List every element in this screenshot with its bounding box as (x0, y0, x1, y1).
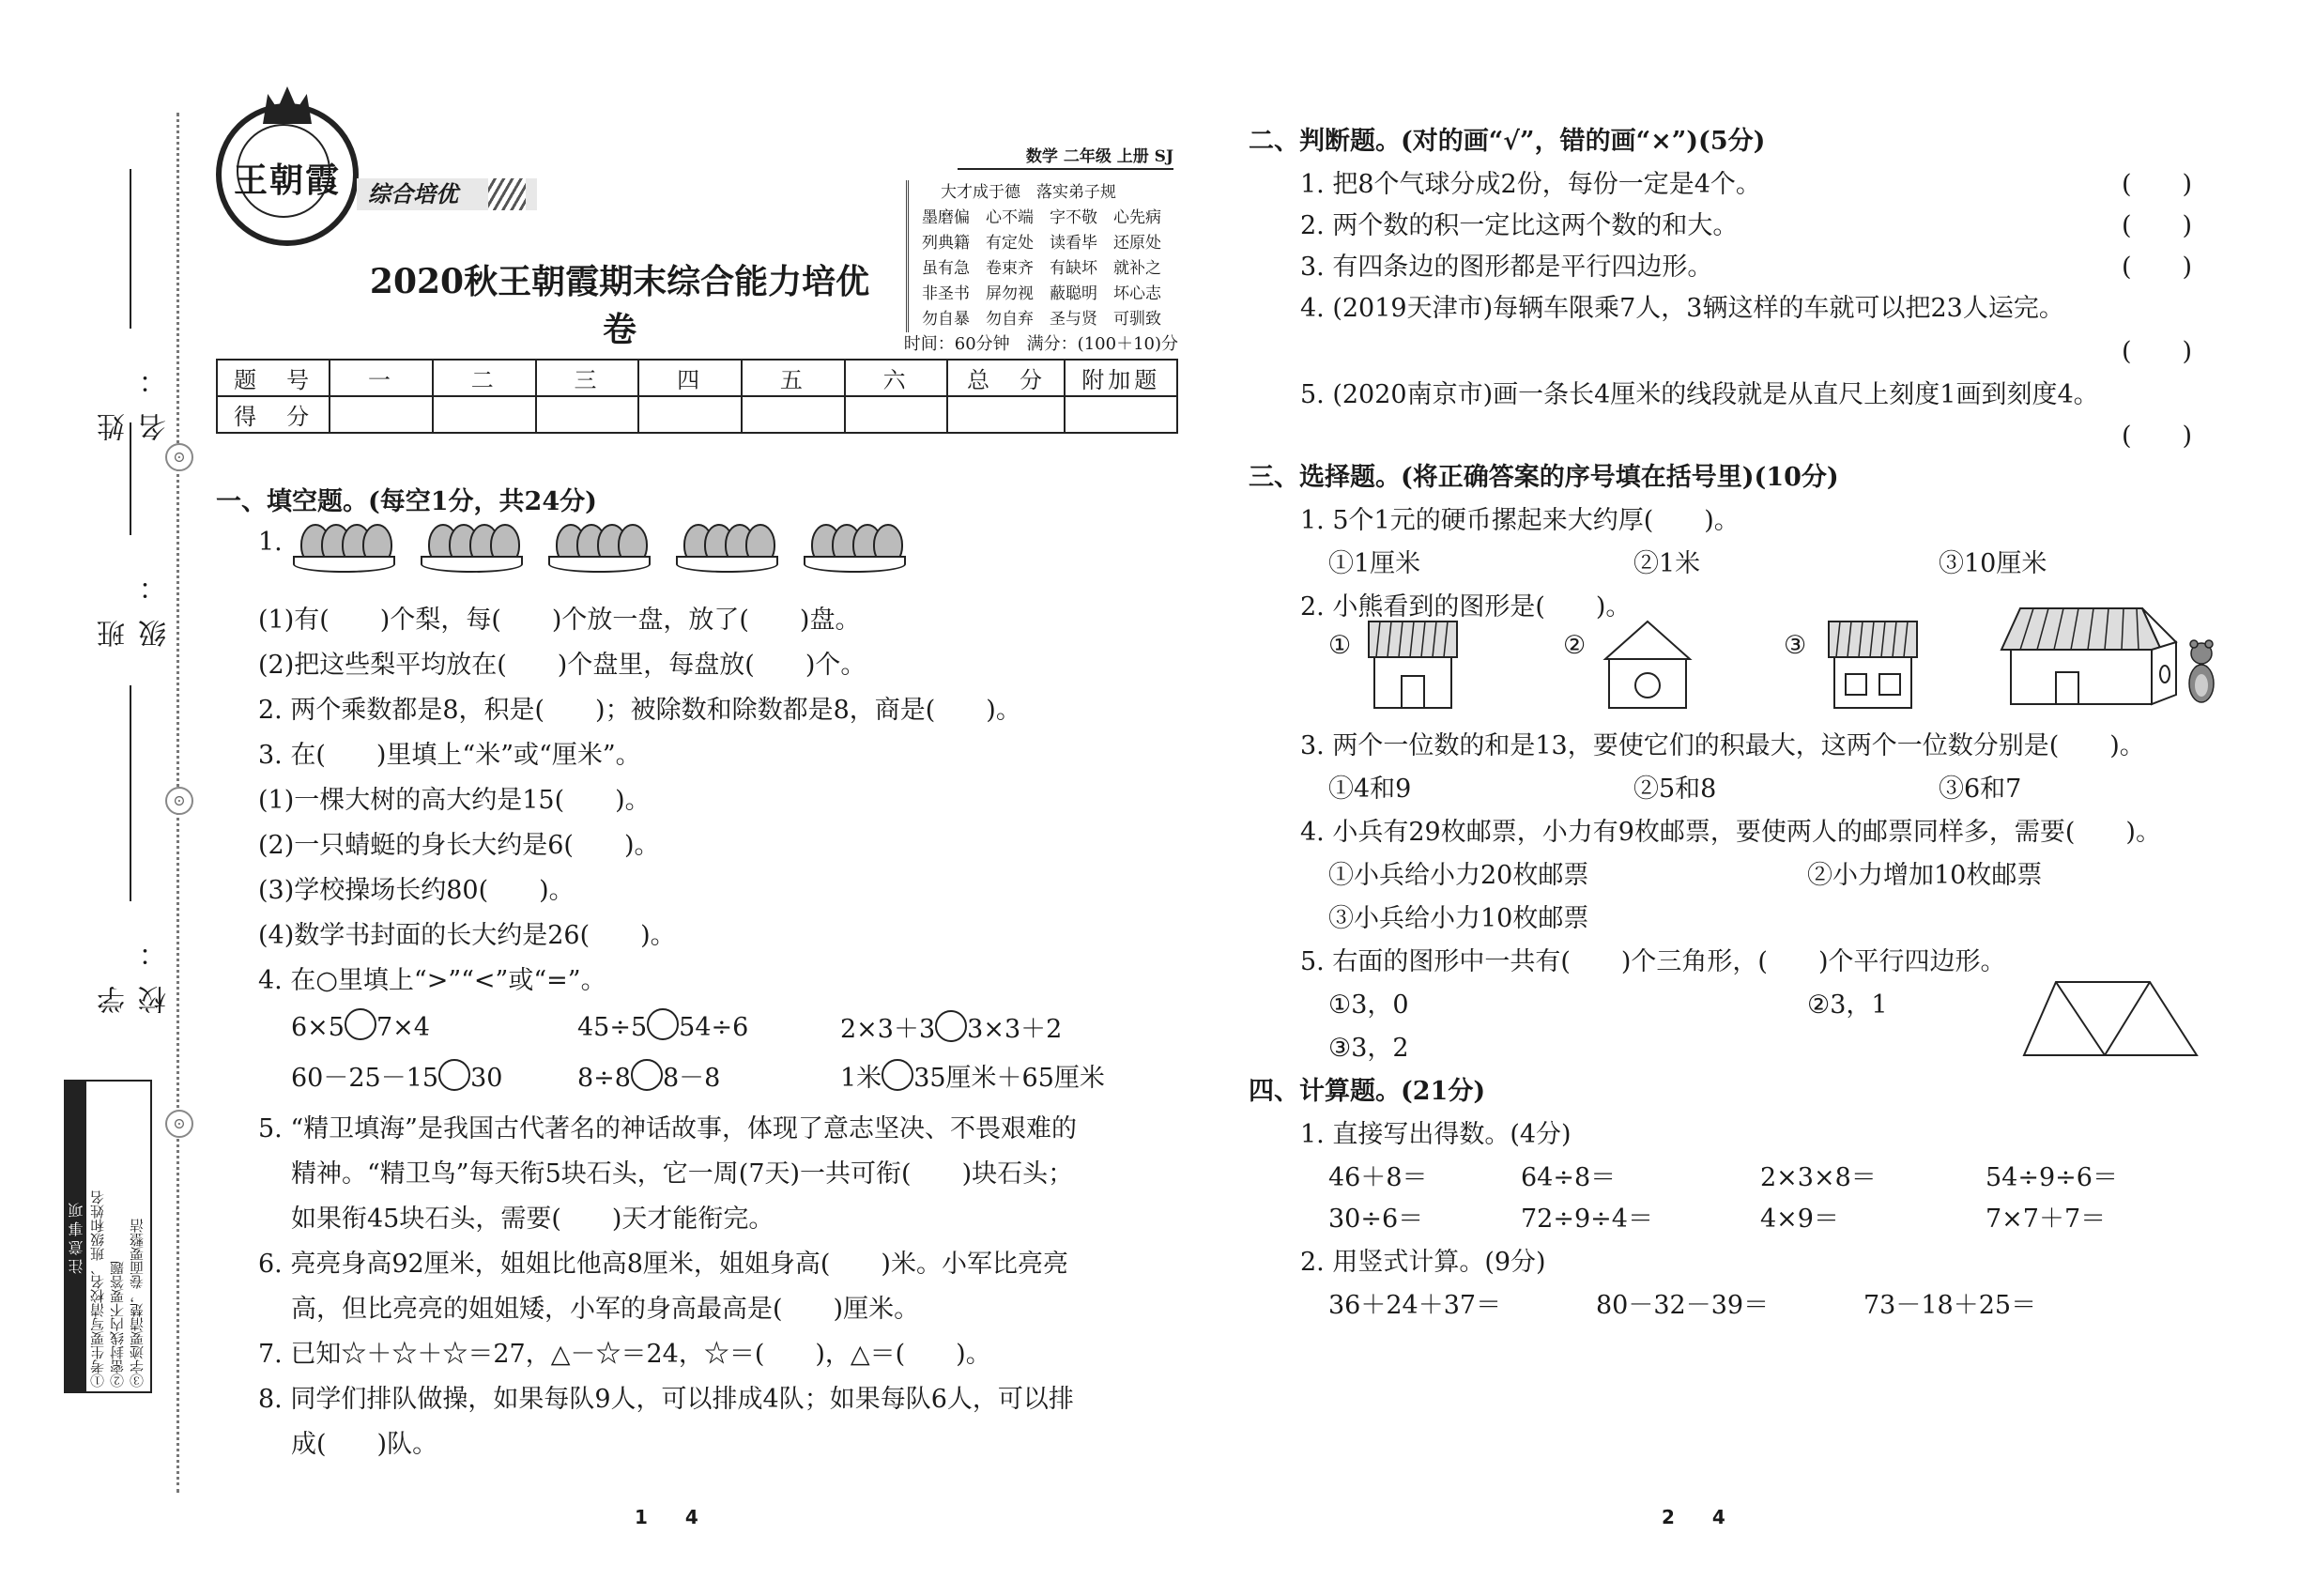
motto-line: 列典籍 有定处 读看毕 还原处 (922, 234, 1161, 253)
motto-line: 勿自暴 勿自弃 圣与贤 可驯致 (922, 310, 1161, 329)
score-cell[interactable] (845, 396, 948, 433)
series-tag: 综合培优 (357, 178, 537, 210)
motto-line: 墨磨偏 心不端 字不敬 心先病 (922, 208, 1161, 227)
binding-margin (0, 0, 188, 1596)
section-3-title: 三、选择题。(将正确答案的序号填在括号里)(10分) (1249, 463, 1839, 492)
question-3: 3. 在( )里填上“米”或“厘米”。 (258, 741, 641, 770)
compare-item: 45÷5 54÷6 (577, 1008, 748, 1042)
question-8-line1: 8. 同学们排队做操，如果每队9人，可以排成4队；如果每队6人，可以排 (258, 1385, 1074, 1414)
calc-item: 73－18＋25＝ (1863, 1291, 2037, 1320)
compare-item: 6×5 7×4 (291, 1008, 430, 1042)
dish-icon (421, 556, 523, 573)
question-8-line2: 成( )队。 (291, 1430, 438, 1459)
judge-4: 4. (2019天津市)每辆车限乘7人，3辆这样的车就可以把23人运完。 (1300, 294, 2064, 323)
motto-block (906, 180, 1194, 332)
judge-5: 5. (2020南京市)画一条长4厘米的线段就是从直尺上刻度1画到刻度4。 (1300, 380, 2099, 409)
calc-item: 80－32－39＝ (1596, 1291, 1770, 1320)
choice-option[interactable]: ② (1563, 631, 1587, 660)
section-2-title: 二、判断题。(对的画“√”，错的画“×”)(5分) (1249, 127, 1766, 156)
dish-icon (676, 556, 778, 573)
choice-option[interactable]: ①1厘米 (1328, 549, 1421, 578)
choice-5: 5. 右面的图形中一共有( )个三角形，( )个平行四边形。 (1300, 947, 2006, 976)
question-3-1: (1)一棵大树的高大约是15( )。 (258, 786, 651, 815)
choice-option[interactable]: ②小力增加10枚邮票 (1807, 861, 2043, 890)
name-label: 姓 名： (98, 347, 172, 441)
pear-plate (676, 528, 774, 573)
question-1-2: (2)把这些梨平均放在( )个盘里，每盘放( )个。 (258, 651, 866, 680)
table-row (217, 396, 1177, 433)
judge-2: 2. 两个数的积一定比这两个数的和大。 (1300, 211, 1739, 240)
question-5-line2: 精神。“精卫鸟”每天衔5块石头，它一周(7天)一共可衔( )块石头； (291, 1159, 1074, 1189)
choice-option[interactable]: ③3，2 (1328, 1034, 1409, 1063)
score-table (216, 359, 1178, 434)
choice-1: 1. 5个1元的硬币摞起来大约厚( )。 (1300, 506, 1740, 535)
choice-option[interactable]: ③小兵给小力10枚邮票 (1328, 904, 1589, 933)
choice-option[interactable]: ①3，0 (1328, 990, 1409, 1020)
logo-text: 王朝霞 (233, 161, 341, 200)
compare-item: 8÷8 8－8 (577, 1057, 720, 1094)
answer-paren[interactable]: ( ) (2122, 170, 2193, 199)
answer-circle[interactable] (935, 1010, 967, 1042)
answer-paren[interactable]: ( ) (2122, 337, 2193, 366)
note-item: ③字迹要清楚，卷面要整洁 (129, 1219, 146, 1388)
calc-item: 46＋8＝ (1328, 1163, 1428, 1192)
calc-item: 64÷8＝ (1521, 1163, 1617, 1192)
table-row (217, 360, 1177, 396)
calc-item: 4×9＝ (1760, 1205, 1839, 1234)
binding-hole: ⊙ (165, 1110, 193, 1138)
page-title: 2020秋王朝霞期末综合能力培优卷 (369, 262, 870, 349)
pear-plate (293, 528, 391, 573)
question-3-3: (3)学校操场长约80( )。 (258, 876, 575, 905)
table-cell: 三 (536, 360, 639, 396)
calc-item: 36＋24＋37＝ (1328, 1291, 1502, 1320)
choice-option[interactable]: ①小兵给小力20枚邮票 (1328, 861, 1589, 890)
calc-item: 7×7＋7＝ (1986, 1205, 2107, 1234)
answer-circle[interactable] (882, 1059, 913, 1091)
page-number-left: 1 4 (635, 1506, 698, 1528)
choice-option[interactable]: ①4和9 (1328, 775, 1412, 804)
choice-3: 3. 两个一位数的和是13，要使它们的积最大，这两个一位数分别是( )。 (1300, 731, 2145, 760)
compare-item: 2×3＋3 3×3＋2 (840, 1008, 1062, 1045)
triangle-figure (2018, 976, 2206, 1061)
question-4: 4. 在○里填上“>”“<”或“=”。 (258, 966, 606, 995)
binding-hole: ⊙ (165, 443, 193, 471)
note-item: ①考生要写清校名、班级和姓名 (89, 1190, 106, 1388)
table-cell: 总 分 (947, 360, 1065, 396)
score-cell[interactable] (638, 396, 742, 433)
answer-circle[interactable] (647, 1008, 679, 1040)
note-item: ②密封线内不要答题 (109, 1261, 126, 1388)
dish-icon (548, 556, 651, 573)
judge-3: 3. 有四条边的图形都是平行四边形。 (1300, 253, 1713, 282)
choice-option[interactable]: ③10厘米 (1939, 549, 2047, 578)
tag-stripes (488, 178, 526, 210)
choice-option[interactable]: ②1米 (1633, 549, 1701, 578)
question-6-line2: 高，但比亮亮的姐姐矮，小军的身高最高是( )厘米。 (291, 1295, 920, 1324)
binding-hole: ⊙ (165, 787, 193, 815)
house-and-bear-illustration (2000, 601, 2220, 714)
table-cell: 一 (330, 360, 433, 396)
house-front-option-1 (1361, 618, 1464, 712)
notes-box (64, 1080, 152, 1393)
answer-circle[interactable] (345, 1008, 376, 1040)
crown-icon (263, 86, 312, 124)
pear-plate (804, 528, 902, 573)
question-6-line1: 6. 亮亮身高92厘米，姐姐比他高8厘米，姐姐身高( )米。小军比亮亮 (258, 1250, 1068, 1279)
question-5-line1: 5. “精卫填海”是我国古代著名的神话故事，体现了意志坚决、不畏艰难的 (258, 1114, 1077, 1143)
choice-option[interactable]: ③6和7 (1939, 775, 2022, 804)
motto-line: 大才成于德 落实弟子规 (941, 183, 1116, 202)
school-label: 学 校： (98, 920, 172, 1014)
pear-plate (548, 528, 647, 573)
choice-option[interactable]: ②3，1 (1807, 990, 1888, 1020)
subject-line: 数学 二年级 上册 SJ (958, 143, 1173, 170)
table-cell: 六 (845, 360, 948, 396)
choice-option[interactable]: ① (1328, 631, 1352, 660)
answer-paren[interactable]: ( ) (2122, 253, 2193, 282)
calc-2: 2. 用竖式计算。(9分) (1300, 1248, 1546, 1277)
brand-logo (216, 103, 359, 246)
calc-item: 30÷6＝ (1328, 1205, 1424, 1234)
section-4-title: 四、计算题。(21分) (1249, 1077, 1486, 1106)
dish-icon (293, 556, 395, 573)
table-cell: 得 分 (217, 396, 330, 433)
score-cell[interactable] (742, 396, 845, 433)
table-cell: 二 (433, 360, 536, 396)
choice-4: 4. 小兵有29枚邮票，小力有9枚邮票，要使两人的邮票同样多，需要( )。 (1300, 818, 2161, 847)
compare-item: 1米 35厘米＋65厘米 (840, 1057, 1105, 1094)
choice-option[interactable]: ②5和8 (1633, 775, 1717, 804)
choice-option[interactable]: ③ (1784, 631, 1807, 660)
question-5-line3: 如果衔45块石头，需要( )天才能衔完。 (291, 1205, 774, 1234)
table-cell: 题 号 (217, 360, 330, 396)
score-cell[interactable] (947, 396, 1065, 433)
house-side-option-2 (1596, 618, 1699, 712)
score-cell[interactable] (330, 396, 433, 433)
choice-2: 2. 小熊看到的图形是( )。 (1300, 592, 1632, 622)
calc-item: 2×3×8＝ (1760, 1163, 1877, 1192)
score-cell[interactable] (536, 396, 639, 433)
dish-icon (804, 556, 906, 573)
judge-1: 1. 把8个气球分成2份，每份一定是4个。 (1300, 170, 1761, 199)
page-number-right: 2 4 (1662, 1506, 1725, 1528)
question-1-number: 1. (258, 528, 283, 557)
house-front-option-3 (1821, 618, 1924, 712)
time-score: 时间：60分钟 满分：(100＋10)分 (903, 334, 1178, 354)
calc-item: 72÷9÷4＝ (1521, 1205, 1653, 1234)
notes-head: 注意事项 (66, 1082, 86, 1391)
motto-line: 虽有急 卷束齐 有缺坏 就补之 (922, 259, 1161, 278)
question-1-1: (1)有( )个梨，每( )个放一盘，放了( )盘。 (258, 606, 861, 635)
score-cell[interactable] (433, 396, 536, 433)
class-label: 班 级： (98, 554, 172, 648)
question-7: 7. 已知☆＋☆＋☆＝27，△－☆＝24，☆＝( )，△＝( )。 (258, 1340, 991, 1369)
table-cell: 附加题 (1065, 360, 1177, 396)
table-cell: 四 (638, 360, 742, 396)
answer-circle[interactable] (438, 1059, 470, 1091)
answer-paren[interactable]: ( ) (2122, 211, 2193, 240)
table-cell: 五 (742, 360, 845, 396)
motto-line: 非圣书 屏勿视 蔽聪明 坏心志 (922, 284, 1161, 303)
answer-paren[interactable]: ( ) (2122, 422, 2193, 451)
section-1-title: 一、填空题。(每空1分，共24分) (216, 487, 597, 516)
school-line[interactable] (130, 685, 131, 901)
pear-plate (421, 528, 519, 573)
question-2: 2. 两个乘数都是8，积是( )；被除数和除数都是8，商是( )。 (258, 696, 1021, 725)
notes-content (88, 1085, 146, 1388)
name-line[interactable] (130, 169, 131, 329)
class-line[interactable] (130, 422, 131, 535)
score-cell[interactable] (1065, 396, 1177, 433)
question-3-4: (4)数学书封面的长大约是26( )。 (258, 921, 676, 950)
answer-circle[interactable] (631, 1059, 663, 1091)
calc-item: 54÷9÷6＝ (1986, 1163, 2118, 1192)
question-3-2: (2)一只蜻蜓的身长大约是6( )。 (258, 831, 660, 860)
compare-item: 60－25－15 30 (291, 1057, 502, 1094)
calc-1: 1. 直接写出得数。(4分) (1300, 1120, 1572, 1149)
